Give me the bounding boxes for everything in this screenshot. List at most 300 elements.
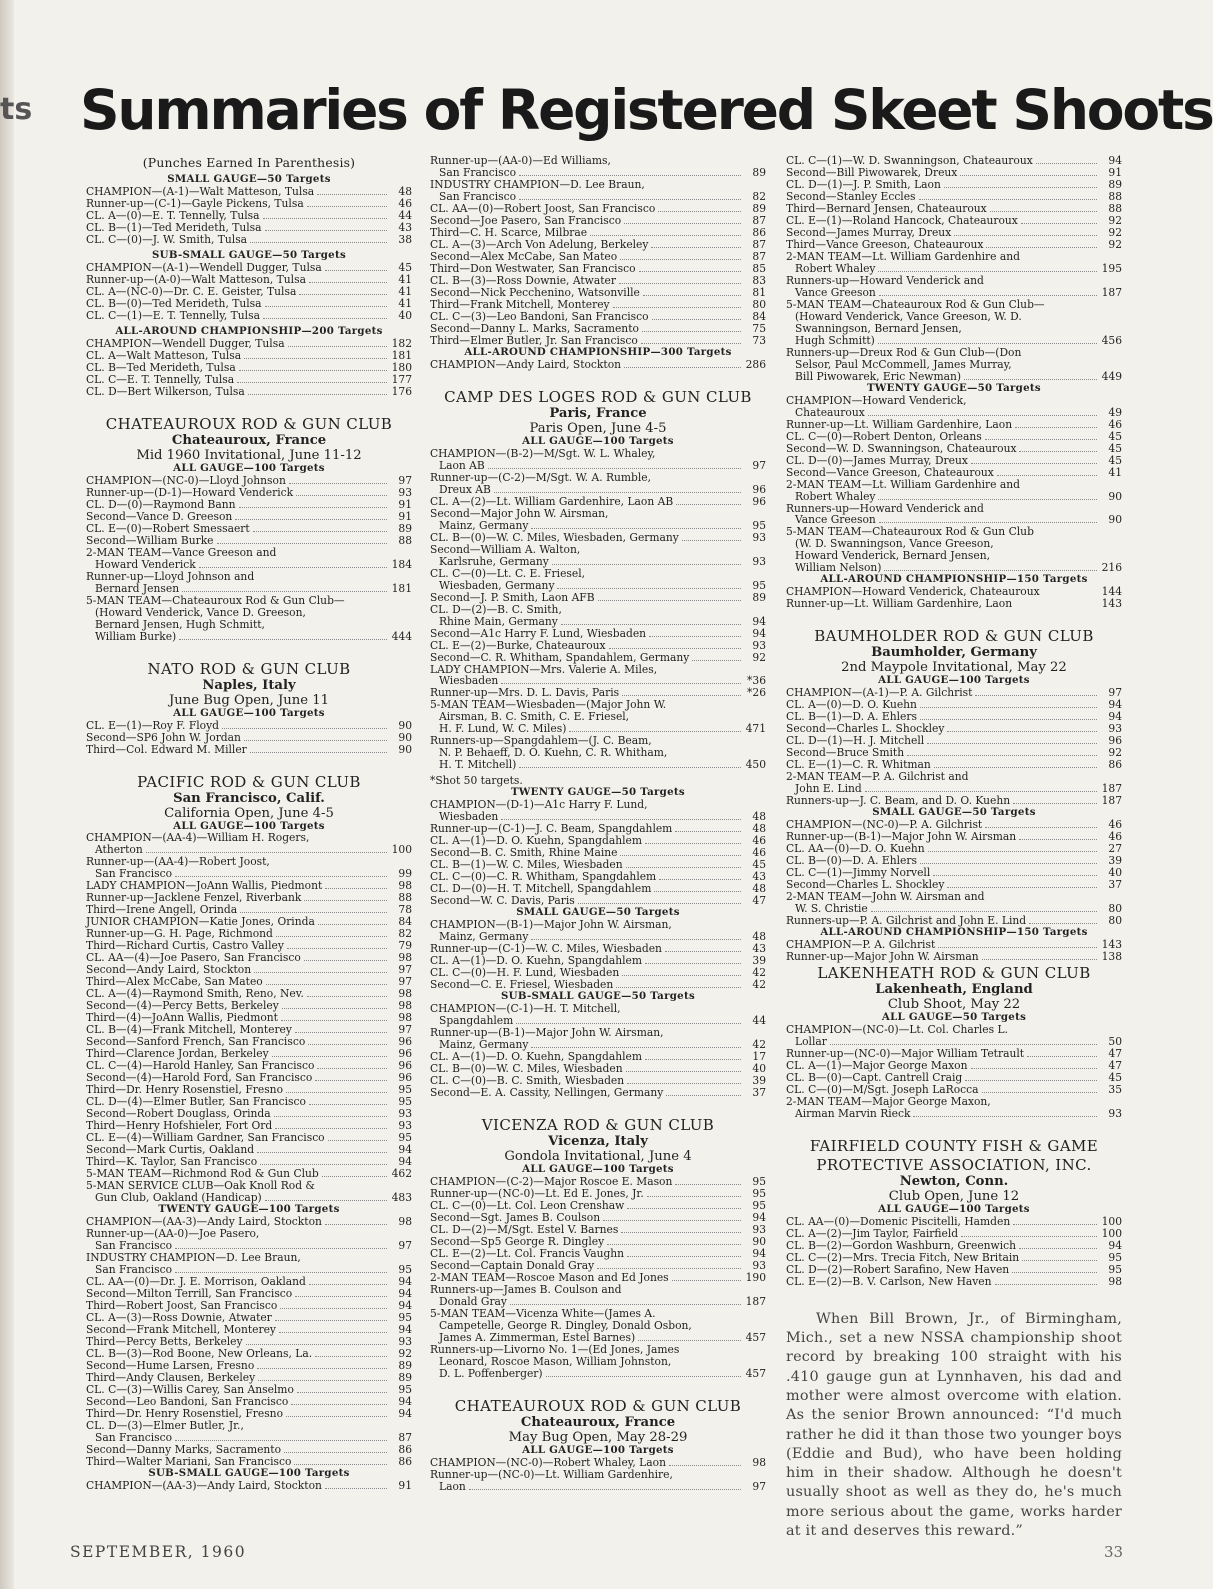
leader-dots xyxy=(237,382,387,383)
leader-dots xyxy=(675,831,741,832)
leader-dots xyxy=(598,600,741,601)
result-score: 444 xyxy=(391,629,412,643)
result-row xyxy=(786,1264,1122,1276)
result-score: 87 xyxy=(752,213,766,227)
club-location: Newton, Conn. xyxy=(899,1173,1009,1189)
result-label: Wiesbaden, Germany xyxy=(439,578,555,592)
result-label: CL. D—(1)—J. P. Smith, Laon xyxy=(786,178,941,191)
result-score: 98 xyxy=(398,951,412,965)
result-label: Runner-up—(AA-0)—Ed Williams, xyxy=(430,154,611,167)
result-label: CHAMPION—(AA-3)—Andy Laird, Stockton xyxy=(86,1479,322,1493)
result-label: CHAMPION—Howard Venderick, Chateauroux xyxy=(786,585,1040,599)
result-row xyxy=(430,1469,766,1481)
result-label: Leonard, Roscoe Mason, William Johnston, xyxy=(439,1354,672,1368)
leader-dots xyxy=(1019,1248,1097,1249)
leader-dots xyxy=(971,463,1097,464)
result-score: 93 xyxy=(398,1119,412,1133)
result-label: Robert Whaley xyxy=(795,489,876,503)
result-row xyxy=(86,523,412,535)
result-label: Second—James Murray, Dreux xyxy=(786,226,952,239)
result-score: 89 xyxy=(752,590,766,604)
result-row xyxy=(430,484,766,496)
result-score: 97 xyxy=(752,1479,766,1493)
leader-dots xyxy=(919,199,1097,200)
result-score: 449 xyxy=(1101,369,1122,383)
result-row xyxy=(786,431,1122,443)
leader-dots xyxy=(469,1489,741,1490)
result-score: 89 xyxy=(398,1371,412,1385)
result-label: Runners-up—James B. Coulson and xyxy=(430,1282,622,1296)
leader-dots xyxy=(546,1376,741,1377)
result-score: 97 xyxy=(752,458,766,472)
result-label: CHAMPION—Andy Laird, Stockton xyxy=(430,357,622,371)
result-row xyxy=(86,475,412,487)
leader-dots xyxy=(626,1071,741,1072)
result-label: Third—Col. Edward M. Miller xyxy=(86,742,247,756)
leader-dots xyxy=(275,1320,387,1321)
result-row xyxy=(430,640,766,652)
result-score: 190 xyxy=(745,1270,766,1284)
result-row xyxy=(430,759,766,771)
leader-dots xyxy=(986,247,1097,248)
result-label: Second—(4)—Percy Betts, Berkeley xyxy=(86,999,279,1013)
result-label: 2-MAN TEAM—Major George Maxon, xyxy=(786,1094,991,1108)
result-label: Mainz, Germany xyxy=(439,518,529,532)
result-label: Second—Hume Larsen, Fresno xyxy=(86,1359,255,1373)
result-label: INDUSTRY CHAMPION—D. Lee Braun, xyxy=(430,177,645,191)
result-score: 187 xyxy=(1101,794,1122,808)
leader-dots xyxy=(288,346,387,347)
result-score: 91 xyxy=(398,509,412,523)
result-label: CL. E—(2)—Lt. Col. Francis Vaughn xyxy=(430,1246,625,1260)
leader-dots xyxy=(920,863,1097,864)
result-label: Second—J. P. Smith, Laon AFB xyxy=(430,590,595,604)
leader-dots xyxy=(878,499,1097,500)
result-score: 95 xyxy=(752,1198,766,1212)
result-score: 89 xyxy=(752,201,766,215)
result-label: Spangdahlem xyxy=(439,1013,514,1027)
result-label: CL. A—(4)—Raymond Smith, Reno, Nev. xyxy=(86,987,304,1001)
result-row xyxy=(430,1356,766,1368)
leader-dots xyxy=(985,827,1097,828)
leader-dots xyxy=(995,1284,1097,1285)
leader-dots xyxy=(603,1220,741,1221)
leader-dots xyxy=(669,1465,741,1466)
leader-dots xyxy=(622,695,741,696)
result-score: 87 xyxy=(752,237,766,251)
leader-dots xyxy=(649,636,741,637)
result-score: 87 xyxy=(752,249,766,263)
leader-dots xyxy=(519,767,741,768)
result-score: 92 xyxy=(1108,238,1122,251)
event-title: Mid 1960 Invitational, June 11-12 xyxy=(136,447,362,463)
page-gutter xyxy=(0,0,33,1589)
leader-dots xyxy=(281,1020,387,1021)
event-title: May Bug Open, May 28-29 xyxy=(508,1429,688,1445)
result-score: 80 xyxy=(752,297,766,311)
result-label: Second—Sp5 George R. Dingley xyxy=(430,1234,605,1248)
leader-dots xyxy=(964,379,1097,380)
result-label: Gun Club, Oakland (Handicap) xyxy=(95,1191,262,1205)
result-score: 93 xyxy=(752,1222,766,1236)
result-label: Second—B. C. Smith, Rhine Maine xyxy=(430,846,618,860)
result-label: 5-MAN TEAM—Richmond Rod & Gun Club xyxy=(86,1167,319,1181)
result-score: 37 xyxy=(1108,878,1122,892)
page-title: Summaries of Registered Skeet Shoots xyxy=(80,78,1213,142)
leader-dots xyxy=(613,307,741,308)
result-label: CL. D—(2)—B. C. Smith, xyxy=(430,602,562,616)
result-label: 5-MAN TEAM—Chateauroux Rod & Gun Club— xyxy=(86,593,345,607)
result-row xyxy=(430,1344,766,1356)
leader-dots xyxy=(947,731,1097,732)
leader-dots xyxy=(250,752,387,753)
leader-dots xyxy=(322,1176,387,1177)
anecdote-text: When Bill Brown, Jr., of Birmingham, Mich., set a new NSSA championship shoot record by breaking 100 straight with his .410 gauge gun at Lynnhaven, his dad and mother were almost overcome with elation. As the senior Brown announced: “I'd much rather he did it than those two younger boys (Eddie and Bud), who have been holding him in their shadow. Although he doesn't usually shoot as well as they do, he's much more serious about the game, works harder at it and deserves this reward.” xyxy=(786,1310,1122,1540)
result-score: 79 xyxy=(398,939,412,953)
leader-dots xyxy=(920,719,1097,720)
result-label: JUNIOR CHAMPION—Katie Jones, Orinda xyxy=(86,915,315,929)
result-label: CL. E—(2)—B. V. Carlson, New Haven xyxy=(786,1274,992,1288)
result-label: CL. C—(0)—Lt. C. E. Friesel, xyxy=(430,566,586,580)
leader-dots xyxy=(682,540,741,541)
result-label: LADY CHAMPION—JoAnn Wallis, Piedmont xyxy=(86,879,323,893)
leader-dots xyxy=(609,648,741,649)
result-label: Wiesbaden xyxy=(439,810,499,824)
result-score: 98 xyxy=(398,999,412,1013)
result-label: CHAMPION—(C-2)—Major Roscoe E. Mason xyxy=(430,1174,673,1188)
result-score: 94 xyxy=(398,1323,412,1337)
result-label: CHAMPION—P. A. Gilchrist xyxy=(786,937,936,951)
leader-dots xyxy=(1013,803,1097,804)
event-heading: ALL-AROUND CHAMPIONSHIP—150 Targets xyxy=(820,926,1088,939)
result-label: CL. B—(0)—Capt. Cantrell Craig xyxy=(786,1070,963,1084)
leader-dots xyxy=(982,959,1097,960)
leader-dots xyxy=(325,1224,387,1225)
result-score: 93 xyxy=(398,1335,412,1349)
leader-dots xyxy=(620,259,741,260)
result-score: 94 xyxy=(398,1395,412,1409)
leader-dots xyxy=(1015,427,1097,428)
leader-dots xyxy=(552,564,741,565)
leader-dots xyxy=(263,318,387,319)
result-row xyxy=(86,1480,412,1492)
leader-dots xyxy=(561,624,741,625)
result-row xyxy=(430,1457,766,1469)
result-score: *26 xyxy=(747,686,766,700)
result-label: Second—Bill Piwowarek, Dreux xyxy=(786,166,958,179)
leader-dots xyxy=(257,1368,387,1369)
event-title: 2nd Maypole Invitational, May 22 xyxy=(841,660,1067,676)
leader-dots xyxy=(982,1092,1097,1093)
result-score: 98 xyxy=(398,879,412,893)
result-score: 41 xyxy=(398,284,412,298)
result-label: Runner-up—(B-1)—Major John W. Airsman xyxy=(786,830,1017,844)
result-score: *36 xyxy=(747,674,766,688)
leader-dots xyxy=(297,1392,387,1393)
result-label: Runner-up—G. H. Page, Richmond xyxy=(86,927,273,941)
result-row xyxy=(430,448,766,460)
result-label: CL. C—(0)—H. F. Lund, Wiesbaden xyxy=(430,966,620,980)
result-label: Second—William A. Walton, xyxy=(430,542,581,556)
leader-dots xyxy=(276,936,387,937)
leader-dots xyxy=(1022,1260,1097,1261)
leader-dots xyxy=(639,271,742,272)
result-row xyxy=(86,583,412,595)
result-label: CL. D—(1)—H. J. Mitchell xyxy=(786,734,925,748)
result-label: 5-MAN TEAM—Wiesbaden—(Major John W. xyxy=(430,698,667,712)
result-label: H. T. Mitchell) xyxy=(439,758,517,772)
result-label: CL. B—(0)—Ted Merideth, Tulsa xyxy=(86,296,262,310)
result-label: Vance Greeson xyxy=(795,513,876,527)
result-label: John E. Lind xyxy=(795,782,862,796)
result-score: 180 xyxy=(391,360,412,374)
result-score: 99 xyxy=(398,867,412,881)
result-score: 44 xyxy=(752,1013,766,1027)
result-score: 46 xyxy=(752,846,766,860)
result-label: Runner-up—(A-0)—Walt Matteson, Tulsa xyxy=(86,272,306,286)
result-score: 85 xyxy=(752,261,766,275)
result-label: Hugh Schmitt) xyxy=(795,333,875,347)
result-label: Runners-up—Livorno No. 1—(Ed Jones, James xyxy=(430,1342,680,1356)
result-score: 96 xyxy=(398,1059,412,1073)
leader-dots xyxy=(309,1104,387,1105)
result-score: 187 xyxy=(1101,782,1122,796)
result-score: 96 xyxy=(398,1035,412,1049)
club-location: Baumholder, Germany xyxy=(871,645,1037,661)
event-heading: ALL GAUGE—50 Targets xyxy=(881,1010,1027,1023)
result-label: (Howard Venderick, Vance Greeson, W. D. xyxy=(795,309,1022,323)
result-label: 5-MAN SERVICE CLUB—Oak Knoll Rod & xyxy=(86,1179,315,1193)
result-score: 98 xyxy=(1108,1274,1122,1288)
result-label: CL. D—(0)—James Murray, Dreux xyxy=(786,453,968,467)
leader-dots xyxy=(222,728,387,729)
result-score: 97 xyxy=(398,1239,412,1253)
result-score: 41 xyxy=(1108,465,1122,479)
result-score: 38 xyxy=(398,232,412,246)
result-score: 97 xyxy=(398,975,412,989)
section-spacer xyxy=(786,610,1122,626)
result-score: 98 xyxy=(398,1011,412,1025)
result-label: CL. B—(2)—Gordon Washburn, Greenwich xyxy=(786,1238,1016,1252)
result-label: Second—C. E. Friesel, Wiesbaden xyxy=(430,978,614,992)
result-row xyxy=(430,532,766,544)
result-score: 97 xyxy=(398,963,412,977)
leader-dots xyxy=(975,695,1097,696)
leader-dots xyxy=(990,211,1097,212)
result-score: 181 xyxy=(391,348,412,362)
event-heading: ALL GAUGE—100 Targets xyxy=(173,461,325,474)
result-score: 93 xyxy=(752,530,766,544)
result-label: Campetelle, George R. Dingley, Donald Osbon, xyxy=(439,1318,692,1332)
result-score: 86 xyxy=(398,1455,412,1469)
result-score: 45 xyxy=(1108,441,1122,455)
event-heading: ALL GAUGE—100 Targets xyxy=(522,434,674,447)
leader-dots xyxy=(927,743,1097,744)
result-label: CL. C—(3)—Leo Bandoni, San Francisco xyxy=(430,309,649,323)
leader-dots xyxy=(295,1296,387,1297)
result-row xyxy=(430,460,766,472)
leader-dots xyxy=(304,900,387,901)
result-row xyxy=(786,347,1122,359)
result-label: William Burke) xyxy=(95,629,177,643)
result-row xyxy=(430,1087,766,1099)
leader-dots xyxy=(675,1184,741,1185)
result-score: 98 xyxy=(398,987,412,1001)
result-label: CL. D—(4)—Elmer Butler, San Francisco xyxy=(86,1095,306,1109)
leader-dots xyxy=(627,1083,741,1084)
result-score: 93 xyxy=(398,1107,412,1121)
result-label: 5-MAN TEAM—Vicenza White—(James A. xyxy=(430,1306,656,1320)
result-label: Runners-up—Howard Venderick and xyxy=(786,273,984,287)
result-label: CL. A—(1)—Major George Maxon xyxy=(786,1058,968,1072)
result-score: 143 xyxy=(1101,597,1122,611)
result-label: CHAMPION—(A-1)—Wendell Dugger, Tulsa xyxy=(86,260,322,274)
leader-dots xyxy=(944,187,1097,188)
result-row xyxy=(86,511,412,523)
club-name: CHATEAUROUX ROD & GUN CLUB xyxy=(454,1396,742,1415)
section-spacer xyxy=(430,371,766,387)
result-label: Laon xyxy=(439,1479,466,1493)
result-score: 98 xyxy=(752,1455,766,1469)
result-score: 92 xyxy=(398,1347,412,1361)
event-heading: ALL-AROUND CHAMPIONSHIP—150 Targets xyxy=(820,573,1088,586)
result-score: 46 xyxy=(1108,818,1122,832)
result-score: 286 xyxy=(745,357,766,371)
leader-dots xyxy=(1029,923,1097,924)
result-row xyxy=(86,571,412,583)
result-label: Second—Major John W. Airsman, xyxy=(430,506,609,520)
result-label: Runner-up—Jacklene Fenzel, Riverbank xyxy=(86,891,302,905)
result-score: 195 xyxy=(1101,261,1122,275)
result-score: 40 xyxy=(1108,866,1122,880)
event-heading: ALL-AROUND CHAMPIONSHIP—200 Targets xyxy=(115,324,383,337)
result-score: 88 xyxy=(398,891,412,905)
event-heading: ALL GAUGE—100 Targets xyxy=(173,819,325,832)
result-label: San Francisco xyxy=(439,189,517,203)
leader-dots xyxy=(865,791,1097,792)
leader-dots xyxy=(954,235,1097,236)
leader-dots xyxy=(266,984,387,985)
leader-dots xyxy=(494,492,741,493)
result-label: Second—E. A. Cassity, Nellingen, Germany xyxy=(430,1085,664,1099)
result-score: 84 xyxy=(398,915,412,929)
result-score: 94 xyxy=(752,1246,766,1260)
result-score: 45 xyxy=(1108,1070,1122,1084)
result-label: CL. A—Walt Matteson, Tulsa xyxy=(86,348,242,362)
event-heading: SUB-SMALL GAUGE—100 Targets xyxy=(148,1467,350,1480)
result-row xyxy=(430,568,766,580)
result-row xyxy=(86,535,412,547)
result-score: 43 xyxy=(398,220,412,234)
leader-dots xyxy=(291,1404,387,1405)
result-row xyxy=(786,323,1122,335)
leader-dots xyxy=(638,1340,741,1341)
result-row xyxy=(786,407,1122,419)
result-score: 44 xyxy=(398,208,412,222)
result-score: 95 xyxy=(398,1311,412,1325)
result-label: 5-MAN TEAM—Chateauroux Rod & Gun Club xyxy=(786,525,1034,539)
result-row xyxy=(786,1108,1122,1120)
leader-dots xyxy=(676,504,741,505)
result-label: CL. C—(1)—W. D. Swanningson, Chateauroux xyxy=(786,154,1033,167)
result-label: CL. AA—(0)—Dr. J. E. Morrison, Oakland xyxy=(86,1275,306,1289)
leader-dots xyxy=(239,370,387,371)
club-name: BAUMHOLDER ROD & GUN CLUB xyxy=(814,627,1094,646)
result-label: CL. E—(0)—Robert Smessaert xyxy=(86,521,250,535)
result-label: CL. D—(2)—M/Sgt. Estel V. Barnes xyxy=(430,1222,619,1236)
leader-dots xyxy=(309,282,387,283)
result-label: 2-MAN TEAM—Vance Greeson and xyxy=(86,545,277,559)
result-label: CL. C—(0)—J. W. Smith, Tulsa xyxy=(86,232,248,246)
leader-dots xyxy=(531,1047,741,1048)
club-name: LAKENHEATH ROD & GUN CLUB xyxy=(817,963,1091,982)
result-label: Runner-up—Lloyd Johnson and xyxy=(86,569,255,583)
leader-dots xyxy=(1019,451,1097,452)
leader-dots xyxy=(146,852,387,853)
result-label: Second—(4)—Harold Ford, San Francisco xyxy=(86,1071,313,1085)
result-label: CL. E—(1)—C. R. Whitman xyxy=(786,758,931,772)
result-score: 47 xyxy=(1108,1046,1122,1060)
result-label: Third—Andy Clausen, Berkeley xyxy=(86,1371,256,1385)
leader-dots xyxy=(246,1344,387,1345)
leader-dots xyxy=(607,1244,741,1245)
result-score: 457 xyxy=(745,1330,766,1344)
result-label: Second—Bruce Smith xyxy=(786,746,905,760)
result-score: 88 xyxy=(398,533,412,547)
result-label: CL. A—(NC-0)—Dr. C. E. Geister, Tulsa xyxy=(86,284,297,298)
result-label: CL. B—(0)—W. C. Miles, Wiesbaden xyxy=(430,1061,623,1075)
result-score: 89 xyxy=(398,1359,412,1373)
result-score: 89 xyxy=(752,165,766,179)
column-3 xyxy=(786,155,1122,1541)
club-name: VICENZA ROD & GUN CLUB xyxy=(481,1115,715,1134)
result-row xyxy=(86,631,412,643)
leader-dots xyxy=(289,483,387,484)
result-score: 187 xyxy=(1101,285,1122,299)
leader-dots xyxy=(830,1044,1097,1045)
leader-dots xyxy=(265,230,387,231)
event-title: Paris Open, June 4-5 xyxy=(529,420,667,436)
result-score: 94 xyxy=(398,1407,412,1421)
result-row xyxy=(86,607,412,619)
leader-dots xyxy=(286,1092,387,1093)
leader-dots xyxy=(626,867,741,868)
result-label: 2-MAN TEAM—Lt. William Gardenhire and xyxy=(786,250,1020,263)
result-score: 93 xyxy=(398,485,412,499)
result-score: 96 xyxy=(398,1071,412,1085)
result-label: CL. B—(3)—Rod Boone, New Orleans, La. xyxy=(86,1347,313,1361)
leader-dots xyxy=(997,475,1097,476)
result-row xyxy=(786,335,1122,347)
result-label: Second—Milton Terrill, San Francisco xyxy=(86,1287,293,1301)
result-row xyxy=(430,556,766,568)
result-label: Second—Charles L. Shockley xyxy=(786,722,945,736)
result-label: Second—Stanley Eccles xyxy=(786,190,916,203)
leader-dots xyxy=(519,199,741,200)
result-score: 45 xyxy=(1108,429,1122,443)
result-score: 93 xyxy=(752,1258,766,1272)
leader-dots xyxy=(651,247,741,248)
result-score: 87 xyxy=(398,1431,412,1445)
result-score: 80 xyxy=(1108,914,1122,928)
leader-dots xyxy=(1019,839,1097,840)
result-score: 40 xyxy=(398,308,412,322)
result-label: Third—Clarence Jordan, Berkeley xyxy=(86,1047,269,1061)
result-label: Runners-up—P. A. Gilchrist and John E. Lind xyxy=(786,914,1027,928)
result-label: Third—Richard Curtis, Castro Valley xyxy=(86,939,284,953)
leader-dots xyxy=(659,879,741,880)
result-label: CL. A—(3)—Ross Downie, Atwater xyxy=(86,1311,272,1325)
